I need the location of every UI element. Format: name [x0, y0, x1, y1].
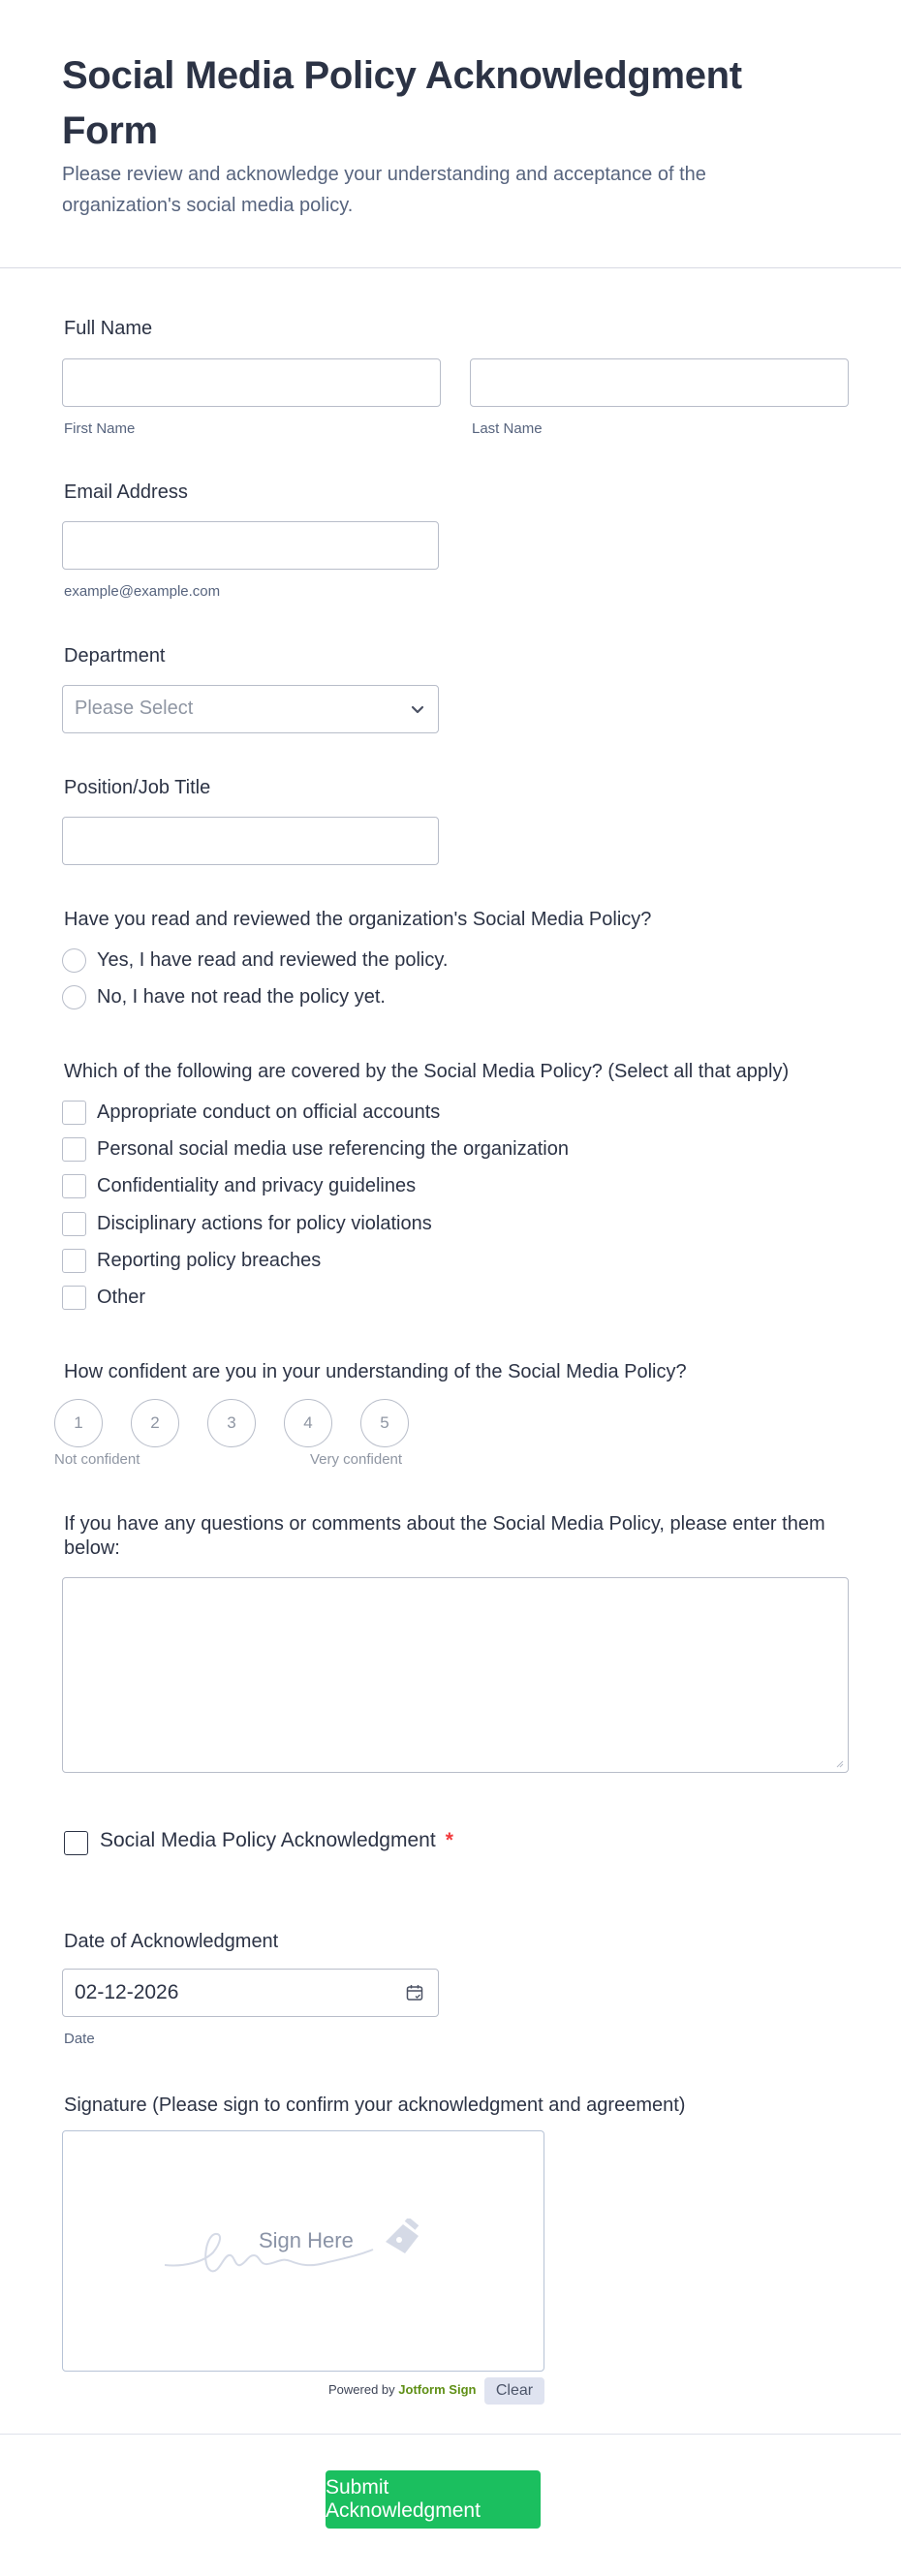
position-label: Position/Job Title [64, 777, 211, 798]
radio-button[interactable] [62, 985, 86, 1009]
checkbox-option[interactable] [62, 1101, 440, 1125]
checkbox[interactable] [62, 1174, 86, 1198]
checkbox-label: Personal social media use referencing the organization [97, 1138, 569, 1160]
scale-high-label: Very confident [310, 1451, 403, 1468]
checkbox-option[interactable] [62, 1174, 416, 1198]
confidence-question: How confident are you in your understanding of the Social Media Policy? [64, 1361, 687, 1382]
powered-prefix: Powered by [328, 2382, 395, 2397]
checkbox[interactable] [62, 1286, 86, 1310]
confidence-scale [54, 1399, 437, 1447]
calendar-icon[interactable] [405, 1983, 424, 2002]
chevron-down-icon [409, 700, 426, 718]
coverage-question: Which of the following are covered by the Social Media Policy? (Select all that apply) [64, 1061, 790, 1082]
last-name-field[interactable] [470, 358, 849, 407]
email-field[interactable] [62, 521, 439, 570]
form-header [0, 0, 901, 268]
sign-here-placeholder: Sign Here [259, 2228, 354, 2252]
department-placeholder: Please Select [75, 698, 194, 719]
submit-button[interactable]: Submit Acknowledgment [326, 2470, 541, 2529]
radio-option-yes[interactable] [62, 948, 448, 973]
email-input[interactable] [63, 522, 438, 569]
checkbox-label: Disciplinary actions for policy violations [97, 1213, 432, 1234]
acknowledgment-checkbox[interactable] [64, 1831, 88, 1855]
checkbox-option[interactable] [62, 1249, 321, 1273]
comments-label: If you have any questions or comments about the Social Media Policy, please enter them below: [64, 1513, 825, 1559]
radio-option-label: Yes, I have read and reviewed the policy. [97, 949, 449, 971]
radio-option-no[interactable] [62, 985, 386, 1009]
signature-pad[interactable] [62, 2130, 544, 2372]
checkbox[interactable] [62, 1101, 86, 1125]
checkbox-option[interactable] [62, 1286, 145, 1310]
date-value[interactable]: 02-12-2026 [75, 1981, 179, 2003]
form-title: Social Media Policy Acknowledgment Form [62, 54, 742, 152]
first-name-field[interactable] [62, 358, 441, 407]
scale-option-5[interactable]: 5 [360, 1399, 409, 1447]
powered-by [328, 2382, 476, 2397]
full-name-label: Full Name [64, 318, 153, 339]
scale-option-3[interactable]: 3 [207, 1399, 256, 1447]
checkbox-label: Other [97, 1287, 146, 1308]
signature-label: Signature (Please sign to confirm your acknowledgment and agreement) [64, 2095, 686, 2116]
checkbox-label: Appropriate conduct on official accounts [97, 1102, 441, 1123]
checkbox-label: Confidentiality and privacy guidelines [97, 1175, 417, 1196]
checkbox-option[interactable] [62, 1212, 432, 1236]
date-sublabel: Date [64, 2031, 95, 2047]
department-select[interactable] [62, 685, 439, 733]
comments-textarea[interactable] [62, 1577, 849, 1773]
scale-option-4[interactable]: 4 [284, 1399, 332, 1447]
first-name-sublabel: First Name [64, 420, 136, 437]
clear-signature-button[interactable]: Clear [484, 2377, 544, 2405]
required-asterisk: * [445, 1829, 453, 1851]
checkbox-label: Reporting policy breaches [97, 1250, 322, 1271]
acknowledgment-label [100, 1829, 453, 1852]
acknowledgment-text: Social Media Policy Acknowledgment [100, 1829, 436, 1851]
position-input[interactable] [63, 818, 438, 864]
powered-brand-link[interactable]: Jotform Sign [398, 2382, 477, 2397]
email-sublabel: example@example.com [64, 583, 221, 600]
department-label: Department [64, 645, 166, 667]
checkbox[interactable] [62, 1212, 86, 1236]
checkbox[interactable] [62, 1249, 86, 1273]
checkbox[interactable] [62, 1137, 86, 1162]
scale-low-label: Not confident [54, 1451, 140, 1468]
radio-option-label: No, I have not read the policy yet. [97, 986, 386, 1008]
read-policy-question: Have you read and reviewed the organization's Social Media Policy? [64, 909, 652, 930]
form-description: Please review and acknowledge your understanding and acceptance of the organization's social media policy. [62, 164, 706, 216]
checkbox-option[interactable] [62, 1137, 569, 1162]
radio-button[interactable] [62, 948, 86, 973]
resize-grip-icon[interactable] [836, 1760, 844, 1768]
scale-option-1[interactable]: 1 [54, 1399, 103, 1447]
date-field[interactable] [62, 1969, 439, 2017]
scale-option-2[interactable]: 2 [131, 1399, 179, 1447]
email-label: Email Address [64, 481, 188, 503]
position-field[interactable] [62, 817, 439, 865]
last-name-sublabel: Last Name [472, 420, 543, 437]
footer-divider [0, 2434, 901, 2435]
date-label: Date of Acknowledgment [64, 1931, 279, 1952]
first-name-input[interactable] [63, 359, 440, 406]
last-name-input[interactable] [471, 359, 848, 406]
